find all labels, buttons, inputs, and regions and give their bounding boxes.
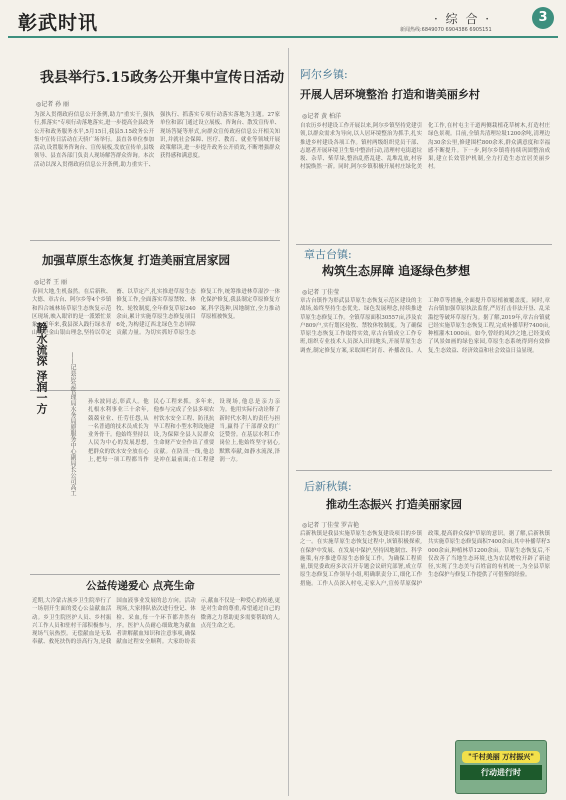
article-body-houxinqiu: 后新秋镇是我县实施草原生态恢复建设项目的乡镇之一。在实施草原生态恢复过程中,该镇积极探索,在保护中发展、在发展中保护,坚持因地制宜、科学施策,有序推进草原生态修复工作。为确保工程质量,镇党委政府多次召开专题会议研究部署,成立草原生态修复工作领导小组,明确职责分工,细化工作措施。工作人员深入村屯,走家入户,宣传草原保护政策,提高群众保护草原的意识。据了解,后新秋镇共实施草原生态修复面积7400余亩,其中补播草籽3000余亩,种植林草1200余亩。草原生态恢复后,不仅改善了当地生态环境,也为农民增收开辟了新途径,实现了生态美与百姓富的有机统一,为全县草原生态保护与修复工作提供了可借鉴的经验。	[300, 531, 550, 587]
kicker-houxinqiu: 后新秋镇:	[304, 480, 352, 493]
article-title-aerxiang: 开展人居环境整治 打造和谐美丽乡村	[300, 88, 480, 101]
article-title-zhanggutai: 构筑生态屏障 追逐绿色梦想	[322, 264, 471, 278]
article-title-houxinqiu: 推动生态振兴 打造美丽家园	[326, 498, 462, 511]
header-rule	[8, 36, 558, 38]
village-billboard-photo	[455, 740, 547, 794]
byline-propaganda: ◎记者 孙 丽	[36, 101, 70, 108]
article-title-grassland: 加强草原生态恢复 打造美丽宜居家园	[42, 253, 231, 267]
byline-grassland: ◎记者 王 丽	[34, 279, 68, 286]
byline-aerxiang: ◎记者 黄 柏洋	[302, 113, 342, 120]
article-body-grassland: 春回大地,生机盎然。在后新秋、大德、章古台、阿尔乡等4个乡镇和四合城林场草原生态恢复示范区现场,映入眼帘的是一派繁忙景象。近年来,我县深入践行绿水青山就是金山银山理念,坚持以草定畜、以草定产,扎实推进草原生态修复工作,全面落实草原禁牧、休牧、轮牧制度,全年修复草原240余亩,累计实施草原生态修复项目6处,为构建辽西北绿色生态屏障贡献力量。为切实抓好草原生态修复工作,统筹推进林草湿沙一体化保护修复,我县制定草原修复方案,科学选种,因地制宜,全力推动草原植被恢复。	[32, 289, 280, 337]
article-subtitle-profile: ——记县应急管理局水务局原服务中心副局长公司高工	[69, 352, 76, 496]
article-body-charity: 近期,大冷蒙古族乡卫生院举行了一场别开生面的爱心公益献血活动。乡卫生院医护人员、乡村振兴工作人员和驻村干部积极参与,现场气氛热烈。无偿献血是无私奉献、救死扶伤的崇高行为,是我国血液事业发展的总方向。活动现场,大家排队依次进行登记、体检、采血,每一个环节都井然有序。医护人员耐心细致地为献血者讲解献血知识和注意事项,确保献血过程安全顺利。大家纷纷表示,献血不仅是一种爱心的传递,更是对生命的尊重,希望通过自己的微薄之力帮助更多需要帮助的人,点亮生命之光。	[32, 598, 280, 646]
article-body-propaganda: 为深入贯彻政府信息公开条例,助力"重实干,强执行,抓落实"专项行动落地落实,进一步提高全县政务公开和政务服务水平,5月15日,我县5.15政务公开集中宣传日活动在天骄广场举行。县直各单位参加活动,设置服务咨询台、宣传展板,发放宣传单,县级领导、县直各部门负责人现场解答群众咨询。本次活动以深入贯彻政府信息公开条例,助力重实干、强执行、抓落实专项行动落实落地为主题。27家单位和部门通过设立展板、咨询台、散发宣传单、现场答疑等形式,向群众宣传政府信息公开相关知识,并就社会保障、医疗、教育、就业等领域开展政策解读,进一步提升政务公开质效,不断增强群众获得感和满意度。	[34, 112, 280, 168]
news-hotline: 新闻热线:6849070 6904386 6905151	[400, 27, 492, 33]
kicker-zhanggutai: 章古台镇:	[304, 248, 352, 261]
masthead: 彰武时讯	[18, 12, 99, 34]
article-body-profile: 孙永波同志,彰武人。他扎根水利事业三十余年,兢兢业业、任劳任怨,从一名普通的技术员成长为业务骨干。他始终坚持以人民为中心的发展思想,把群众的饮水安全放在心上,把每一项工程都当作民心工程来抓。多年来,他参与完成了全县多项农村饮水安全工程、防汛抗旱工程和小型水利设施建设,为保障全县人民群众生命财产安全作出了重要贡献。在防汛一线,他总是冲在最前面;在工程建设现场,他总是亲力亲为。他用实际行动诠释了新时代水利人的责任与担当,赢得了干部群众的广泛赞誉。在基层水利工作岗位上,他始终坚守初心,默默奉献,如静水流深,泽润一方。	[88, 399, 280, 464]
byline-houxinqiu: ◎记者 丁佳莹 罗吉艳	[302, 522, 360, 529]
article-title-charity: 公益传递爱心 点亮生命	[86, 580, 195, 592]
billboard-caption: 行动进行时	[460, 765, 542, 780]
kicker-aerxiang: 阿尔乡镇:	[300, 68, 348, 81]
article-divider	[30, 574, 280, 575]
page-number-badge: 3	[532, 7, 554, 29]
article-body-zhanggutai: 章古台镇作为彰武县草原生态恢复示范区建设的主战场,始终坚持生态优先、绿色发展理念,持续推进草原生态修复工作。全镇草原面积30557亩,涉及农户809户,实行划区轮牧、禁牧休牧制度。为了确保草原生态恢复工作取得实效,章古台镇成立工作专班,组织专业技术人员深入田间地头,开展草原生态调查,制定修复方案,采取围栏封育、补播改良、人工种草等措施,全面提升草原植被覆盖度。同时,章古台镇加强草原执法监督,严厉打击非法开垦、乱采滥挖等破坏草原行为。据了解,2019年,章古台镇就已经实施草原生态恢复工程,完成补播草籽7400亩,种植灌木1000亩。如今,曾经的风沙之地,已经变成了风景如画的绿色家园,草原生态系统得到有效修复,生态效益、经济效益和社会效益日益显现。	[300, 298, 550, 354]
article-title-profile: 静水流深 泽润一方	[35, 322, 48, 414]
article-title-propaganda: 我县举行5.15政务公开集中宣传日活动	[40, 70, 285, 86]
article-divider	[30, 240, 280, 241]
column-divider	[288, 48, 289, 796]
byline-zhanggutai: ◎记者 丁佳莹	[302, 289, 340, 296]
article-body-aerxiang: 自农历乡村建设工作开展以来,阿尔乡镇坚持党建引领,以群众需求为导向,以人居环境整治为抓手,扎实推进乡村建设各项工作。镇村两级组织党员干部、志愿者开展环境卫生集中整治行动,清理村屯街道垃圾、杂草、柴草垛,整治乱搭乱建、乱堆乱放,村容村貌焕然一新。同时,阿尔乡镇积极开展村庄绿化美化工作,在村屯主干道两侧栽植花草树木,打造村庄绿色景观。目前,全镇共清理垃圾1200余吨,清理边沟30余公里,修建围栏800余米,群众满意度和幸福感不断提升。下一步,阿尔乡镇将持续巩固整治成果,建立长效管护机制,全力打造生态宜居美丽乡村。	[300, 123, 550, 171]
article-divider	[296, 244, 552, 245]
billboard-slogan: "千村美丽 万村振兴"	[462, 751, 540, 763]
article-divider	[296, 470, 552, 471]
page-header	[0, 0, 566, 38]
section-label: · 综 合 ·	[434, 12, 492, 26]
